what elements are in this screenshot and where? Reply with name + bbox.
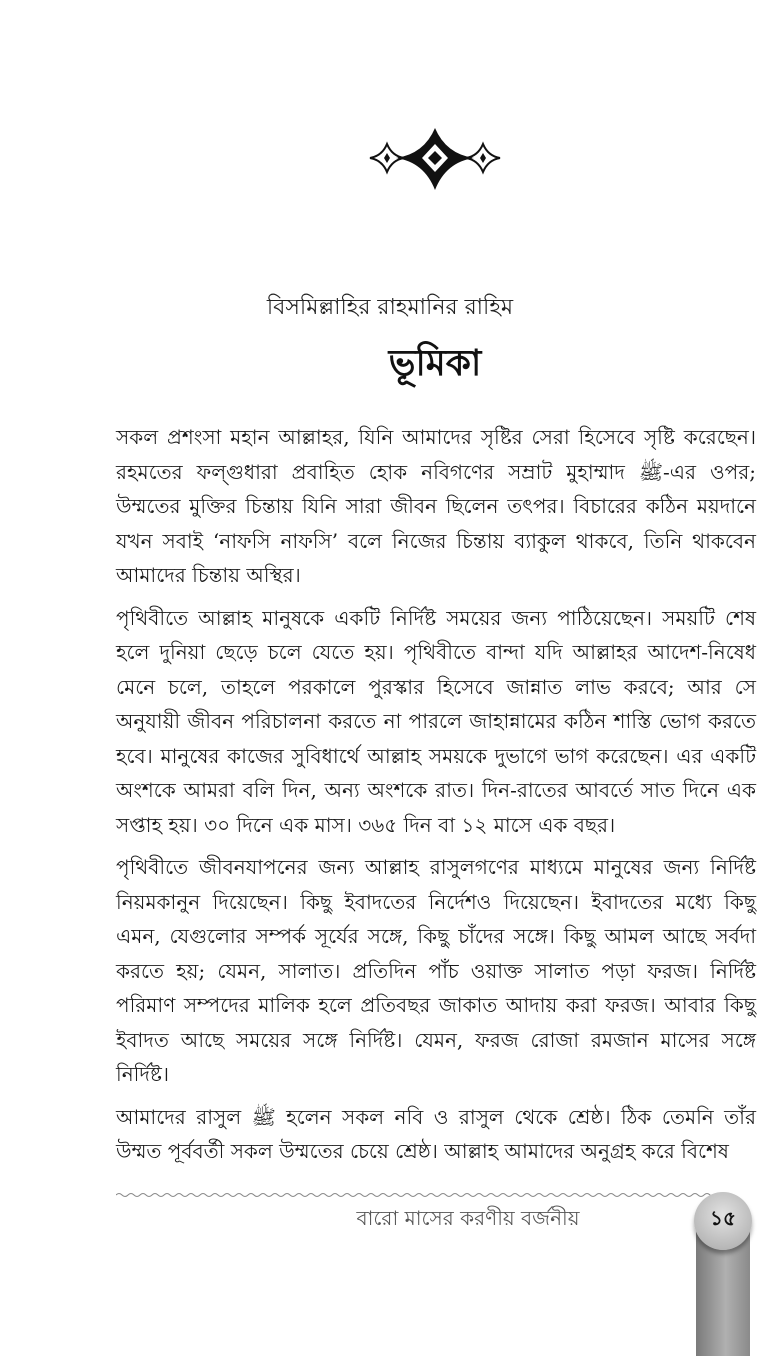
footer-divider xyxy=(116,1192,716,1198)
paragraph-2: পৃথিবীতে আল্লাহ মানুষকে একটি নির্দিষ্ট সময়ের জন্য পাঠিয়েছেন। সময়টি শেষ হলে দুনিয়া ছেড়ে চলে যেতে হয়। পৃথিবীতে বান্দা যদি আল্লাহর আদেশ-নিষেধ মেনে চলে, তাহলে পরকালে পুরস্কার হিসেবে জান্নাত লাভ করবে; আর সে অনুযায়ী জীবন পরিচালনা করতে না পারলে জাহান্নামের কঠিন শাস্তি ভোগ করতে হবে। মানুষের কাজের সুবিধার্থে আল্লাহ সময়কে দুভাগে ভাগ করেছেন। এর একটি অংশকে আমরা বলি দিন, অন্য অংশকে রাত। দিন-রাতের আবর্তে সাত দিনে এক সপ্তাহ হয়। ৩০ দিনে এক মাস। ৩৬৫ দিন বা ১২ মাসে এক বছর। xyxy=(116,605,756,837)
paragraph-1: সকল প্রশংসা মহান আল্লাহর, যিনি আমাদের সৃষ্টির সেরা হিসেবে সৃষ্টি করেছেন। রহমতের ফল্গুধারা প্রবাহিত হোক নবিগণের সম্রাট মুহাম্মাদ ﷺ-এর ওপর; উম্মতের মুক্তির চিন্তায় যিনি সারা জীবন ছিলেন তৎপর। বিচারের কঠিন ময়দানে যখন সবাই ‘নাফসি নাফসি’ বলে নিজের চিন্তায় ব্যাকুল থাকবে, তিনি থাকবেন আমাদের চিন্তায় অস্থির। xyxy=(116,425,757,587)
page-title: ভূমিকা xyxy=(388,342,482,384)
body-text xyxy=(116,420,756,1177)
paragraph-4: আমাদের রাসুল ﷺ হলেন সকল নবি ও রাসুল থেকে শ্রেষ্ঠ। ঠিক তেমনি তাঁর উম্মত পূর্ববর্তী সকল উম্মতের চেয়ে শ্রেষ্ঠ। আল্লাহ আমাদের অনুগ্রহ করে বিশেষ xyxy=(116,1104,756,1163)
footer-book-title: বারো মাসের করণীয় বর্জনীয় xyxy=(356,1206,580,1230)
paragraph-3: পৃথিবীতে জীবনযাপনের জন্য আল্লাহ রাসুলগণের মাধ্যমে মানুষের জন্য নির্দিষ্ট নিয়মকানুন দিয়েছেন। কিছু ইবাদতের নির্দেশও দিয়েছেন। ইবাদতের মধ্যে কিছু এমন, যেগুলোর সম্পর্ক সূর্যের সঙ্গে, কিছু চাঁদের সঙ্গে। কিছু আমল আছে সর্বদা করতে হয়; যেমন, সালাত। প্রতিদিন পাঁচ ওয়াক্ত সালাত পড়া ফরজ। নির্দিষ্ট পরিমাণ সম্পদের মালিক হলে প্রতিবছর জাকাত আদায় করা ফরজ। আবার কিছু ইবাদত আছে সময়ের সঙ্গে নির্দিষ্ট। যেমন, ফরজ রোজা রমজান মাসের সঙ্গে নির্দিষ্ট। xyxy=(116,855,756,1086)
bismillah-heading: বিসমিল্লাহির রাহমানির রাহিম xyxy=(266,295,514,320)
four-point-star-ornament-icon xyxy=(360,120,510,200)
page-number: ১৫ xyxy=(710,1206,736,1230)
